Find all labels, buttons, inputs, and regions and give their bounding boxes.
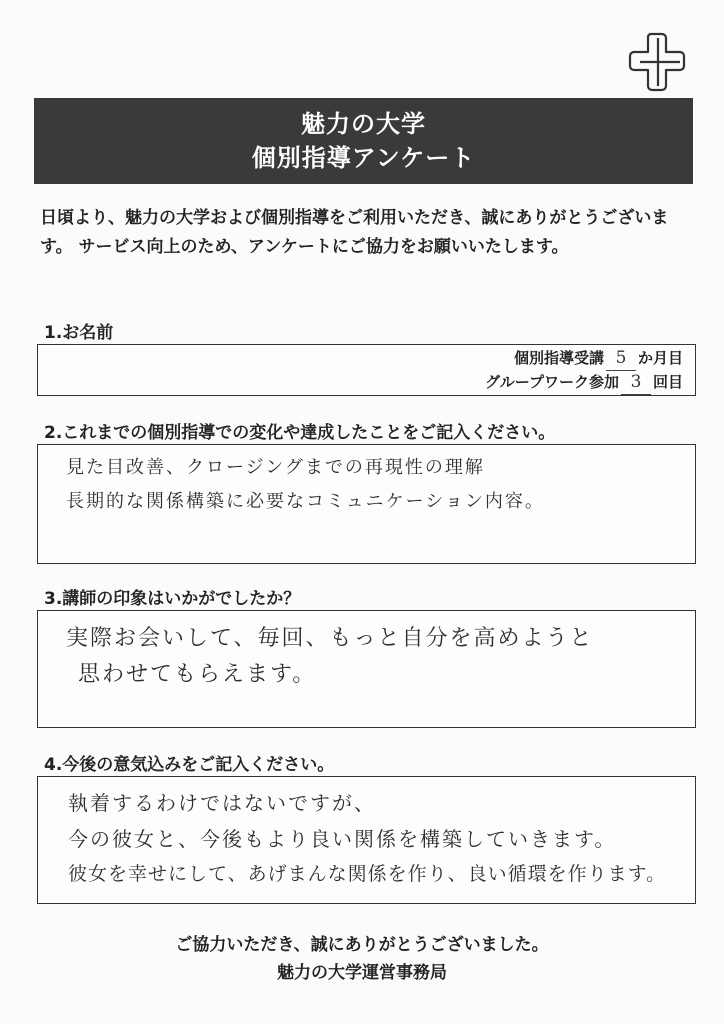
title-line-1: 魅力の大学 [301, 110, 426, 138]
group-suffix: 回目 [652, 373, 683, 391]
q4-answer-box [37, 776, 696, 904]
cross-logo-icon [628, 30, 692, 94]
q2-label: 2.これまでの個別指導での変化や達成したことをご記入ください。 [44, 423, 556, 443]
q4-answer-line-1: 執着するわけではないですが、 [68, 791, 376, 815]
footer-thanks: ご協力いただき、誠にありがとうございました。 [175, 935, 549, 955]
q2-answer-line-1: 見た目改善、クロージングまでの再現性の理解 [66, 457, 485, 478]
q3-answer-line-2: 思わせてもらえます。 [78, 662, 317, 687]
lesson-count-row [485, 347, 683, 371]
q4-answer-line-2: 今の彼女と、今後もより良い関係を構築していきます。 [68, 827, 617, 851]
intro-text: 日頃より、魅力の大学および個別指導をご利用いただき、誠にありがとうございます。 サービス向上のため、アンケートにご協力をお願いいたします。 [40, 208, 669, 257]
lesson-info [485, 347, 683, 395]
footer-office: 魅力の大学運営事務局 [277, 963, 447, 983]
q3-answer-line-1: 実際お会いして、毎回、もっと自分を高めようと [66, 626, 594, 651]
lesson-suffix: か月目 [637, 349, 683, 367]
q2-answer-box [37, 444, 696, 564]
lesson-prefix: 個別指導受講 [513, 349, 604, 367]
name-field-box [37, 344, 696, 396]
q3-label: 3.講師の印象はいかがでしたか？ [44, 589, 301, 609]
title-banner [34, 98, 693, 184]
group-value: 3 [621, 371, 651, 395]
title-line-2: 個別指導アンケート [251, 144, 476, 172]
group-prefix: グループワーク参加 [485, 373, 619, 391]
q4-label: 4.今後の意気込みをご記入ください。 [44, 755, 335, 775]
q2-answer-line-2: 長期的な関係構築に必要なコミュニケーション内容。 [66, 491, 545, 512]
q1-label: 1.お名前 [44, 323, 114, 343]
q3-answer-box [37, 610, 696, 728]
lesson-value: 5 [606, 347, 636, 371]
q4-answer-line-3: 彼女を幸せにして、あげまんな関係を作り、良い循環を作ります。 [68, 863, 667, 885]
group-count-row [485, 371, 683, 395]
